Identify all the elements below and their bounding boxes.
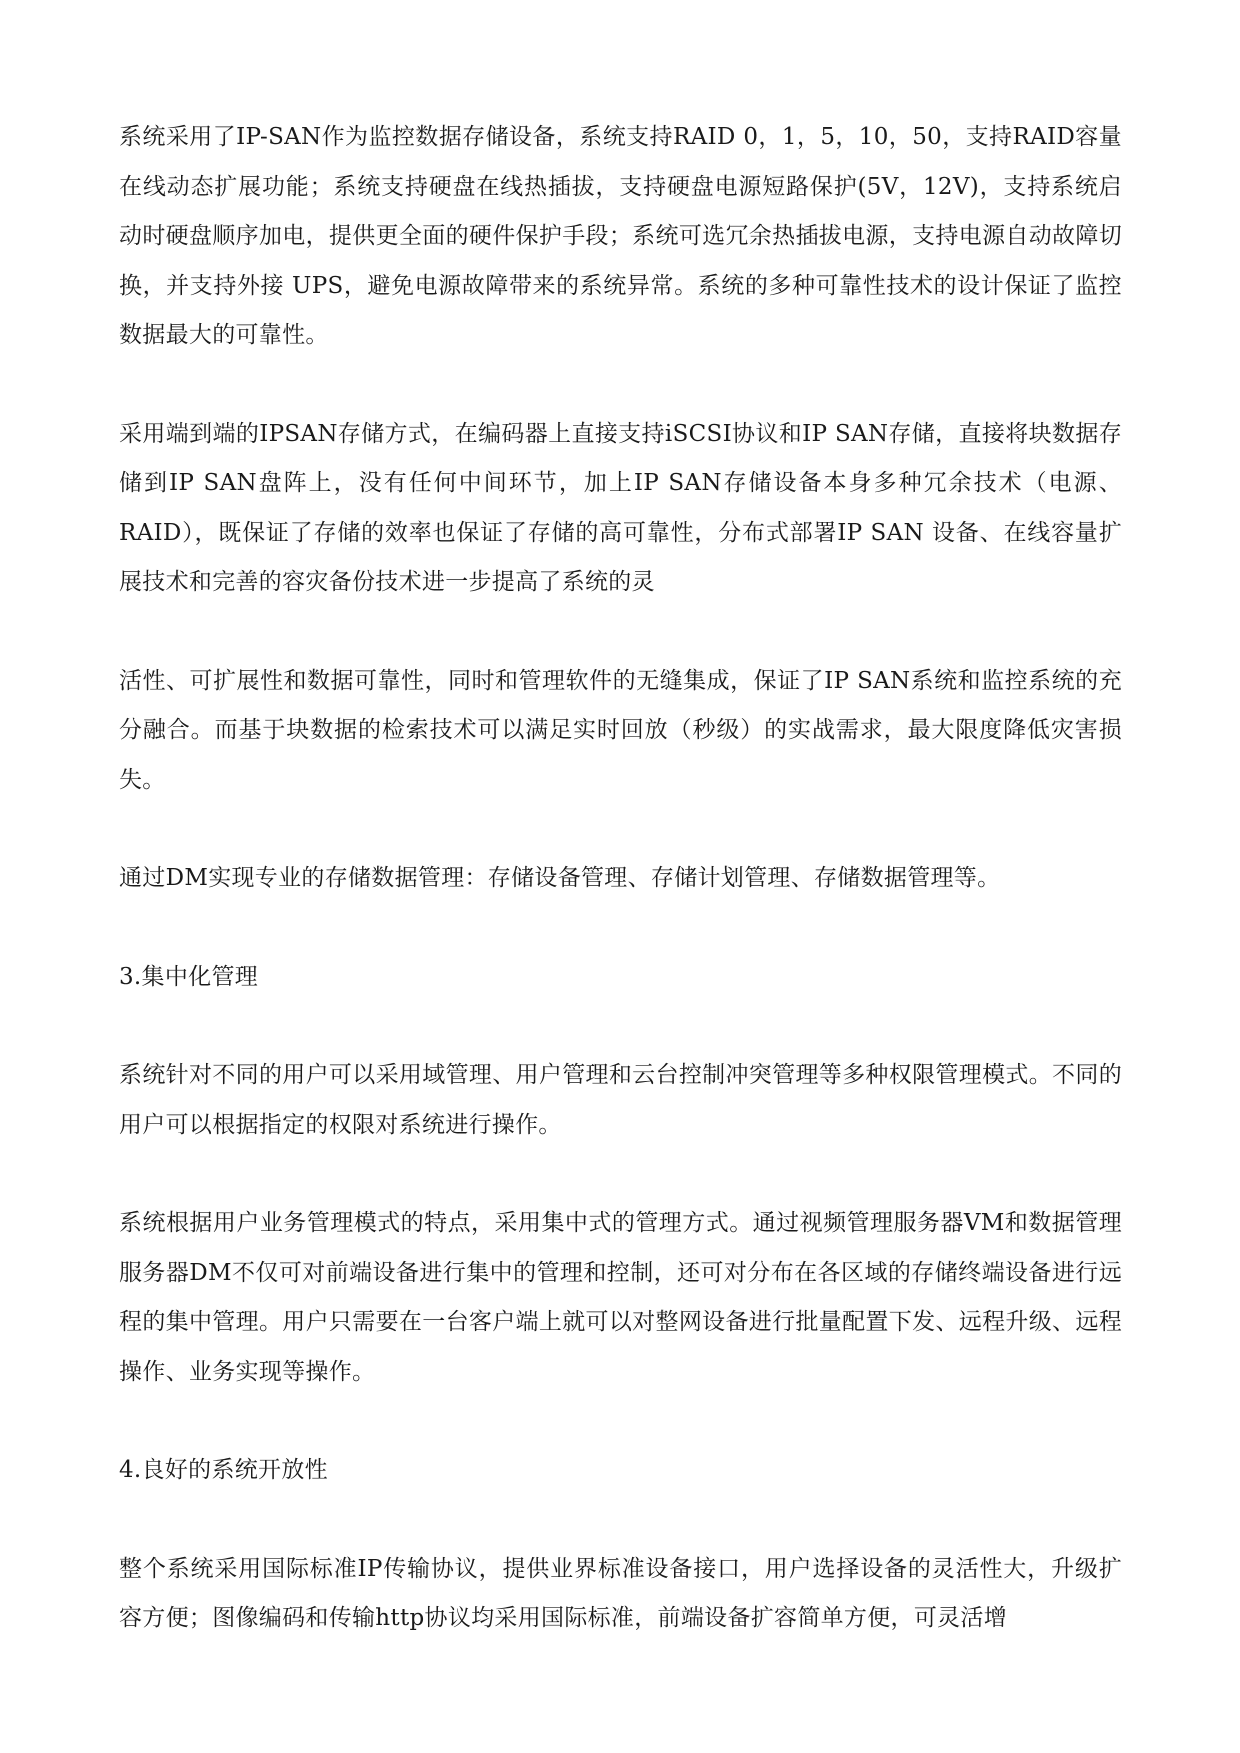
paragraph-permission-modes: 系统针对不同的用户可以采用域管理、用户管理和云台控制冲突管理等多种权限管理模式。不同的用户可以根据指定的权限对系统进行操作。: [119, 1062, 1122, 1138]
paragraph-centralized-approach: 系统根据用户业务管理模式的特点，采用集中式的管理方式。通过视频管理服务器VM和数据管理服务器DM不仅可对前端设备进行集中的管理和控制，还可对分布在各区域的存储终端设备进行远程的集中管理。用户只需要在一台客户端上就可以对整网设备进行批量配置下发、远程升级、远程操作、业务实现等操作。: [119, 1210, 1122, 1385]
paragraph-dm-management: 通过DM实现专业的存储数据管理：存储设备管理、存储计划管理、存储数据管理等。: [119, 865, 1001, 891]
document-body: [119, 113, 1122, 1693]
section-heading-centralized-management: 3.集中化管理: [119, 963, 259, 990]
paragraph-ipsan-reliability: 系统采用了IP-SAN作为监控数据存储设备，系统支持RAID 0，1，5，10，50，支持RAID容量在线动态扩展功能；系统支持硬盘在线热插拔，支持硬盘电源短路保护(5V，12V)，支持系统启动时硬盘顺序加电，提供更全面的硬件保护手段；系统可选冗余热插拔电源，支持电源自动故障切换，并支持外接 UPS，避免电源故障带来的系统异常。系统的多种可靠性技术的设计保证了监控数据最大的可靠性。: [119, 124, 1122, 348]
paragraph-standard-protocols: 整个系统采用国际标准IP传输协议，提供业界标准设备接口，用户选择设备的灵活性大，升级扩容方便；图像编码和传输http协议均采用国际标准，前端设备扩容简单方便，可灵活增: [119, 1555, 1122, 1631]
paragraph-end-to-end-storage: 采用端到端的IPSAN存储方式，在编码器上直接支持iSCSI协议和IP SAN存储，直接将块数据存储到IP SAN盘阵上，没有任何中间环节，加上IP SAN存储设备本身多种冗余技术（电源、RAID），既保证了存储的效率也保证了存储的高可靠性，分布式部署IP SAN 设备、在线容量扩展技术和完善的容灾备份技术进一步提高了系统的灵: [119, 420, 1122, 595]
section-heading-openness: 4.良好的系统开放性: [119, 1457, 328, 1483]
paragraph-flexibility: 活性、可扩展性和数据可靠性，同时和管理软件的无缝集成，保证了IP SAN系统和监控系统的充分融合。而基于块数据的检索技术可以满足实时回放（秒级）的实战需求，最大限度降低灾害损失。: [119, 667, 1122, 793]
